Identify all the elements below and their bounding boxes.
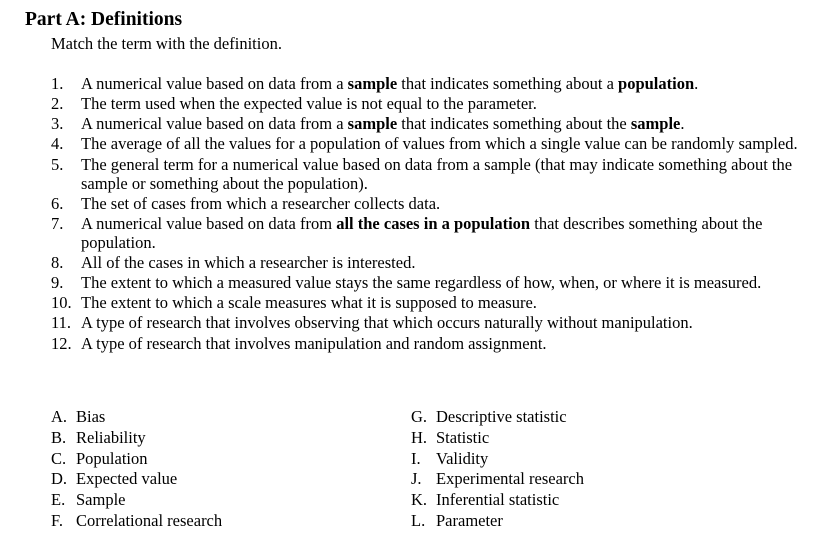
definition-number: 4. (51, 134, 64, 154)
term-letter: A. (51, 407, 68, 426)
emphasized-term: sample (347, 114, 398, 134)
term-option (411, 449, 584, 470)
emphasized-term: all the cases in a population (336, 213, 531, 233)
term-letter: L. (411, 510, 426, 530)
term-label: Parameter (436, 510, 503, 530)
definition-fragment: The extent to which a scale measures what it is supposed to measure. (81, 293, 537, 313)
definition-fragment: A numerical value based on data from a (81, 114, 348, 134)
definition-item (51, 94, 831, 113)
definition-text (81, 313, 831, 332)
definition-fragment: The general term for a numerical value based on data from a sample (that may indicate something about the sample or something about the population). (81, 154, 793, 193)
definitions-list (51, 74, 831, 354)
emphasized-term: population (618, 74, 695, 93)
definition-number: 7. (51, 213, 64, 233)
term-option (411, 469, 584, 490)
emphasized-term: sample (347, 74, 398, 93)
section-heading: Part A: Definitions (25, 9, 183, 30)
definition-item (51, 134, 831, 153)
definition-text (81, 273, 831, 292)
term-label: Sample (76, 490, 126, 510)
term-letter: B. (51, 427, 67, 447)
definition-fragment: . (694, 74, 699, 93)
definition-item (51, 155, 831, 193)
term-label: Inferential statistic (436, 490, 560, 510)
term-letter: G. (411, 407, 428, 426)
definition-text (81, 114, 831, 133)
term-letter: H. (411, 427, 428, 447)
definition-number: 6. (51, 193, 64, 213)
term-letter: E. (51, 490, 66, 510)
definition-item (51, 273, 831, 292)
definition-text (81, 94, 831, 113)
term-label: Statistic (436, 427, 490, 447)
term-letter: F. (51, 510, 63, 530)
emphasized-term: sample (630, 114, 681, 134)
definition-fragment: A type of research that involves observing that which occurs naturally without manipulation. (81, 313, 693, 333)
definition-item (51, 114, 831, 133)
definition-number: 2. (51, 94, 64, 114)
term-option (51, 428, 222, 449)
term-label: Expected value (76, 469, 178, 489)
term-label: Experimental research (436, 469, 584, 489)
definition-fragment: . (680, 114, 685, 134)
term-letter: I. (411, 448, 421, 468)
definition-fragment: The set of cases from which a researcher collects data. (81, 193, 441, 213)
term-letter: J. (411, 469, 422, 489)
term-option (51, 490, 222, 511)
definition-number: 8. (51, 252, 64, 272)
definition-item (51, 253, 831, 272)
term-letter: C. (51, 448, 67, 468)
definition-number: 12. (51, 333, 72, 353)
definition-fragment: A type of research that involves manipulation and random assignment. (81, 333, 547, 353)
term-letter: D. (51, 469, 68, 489)
definition-text (81, 293, 831, 312)
definition-text (81, 74, 831, 93)
definition-item (51, 313, 831, 332)
term-option (51, 449, 222, 470)
definition-fragment: The extent to which a measured value stays the same regardless of how, when, or where it is measured. (81, 273, 762, 293)
definition-text (81, 155, 831, 193)
definition-item (51, 194, 831, 213)
definition-number: 9. (51, 273, 64, 293)
definition-fragment: that indicates something about a (397, 74, 619, 93)
term-option (51, 407, 222, 428)
definition-fragment: that indicates something about the (397, 114, 631, 134)
term-label: Validity (436, 448, 489, 468)
term-letter: K. (411, 490, 428, 510)
definition-text (81, 194, 831, 213)
definition-fragment: The term used when the expected value is not equal to the parameter. (81, 94, 537, 114)
definition-number: 5. (51, 154, 64, 174)
term-option (51, 511, 222, 532)
term-label: Bias (76, 407, 106, 426)
definition-fragment: A numerical value based on data from (81, 213, 337, 233)
definition-fragment: A numerical value based on data from a (81, 74, 348, 93)
definition-fragment: The average of all the values for a population of values from which a single value can be randomly sampled. (81, 134, 798, 154)
term-option (411, 511, 584, 532)
definition-item (51, 334, 831, 353)
term-option (411, 428, 584, 449)
terms-column-left (51, 407, 222, 532)
instructions-text: Match the term with the definition. (51, 34, 282, 53)
term-option (51, 469, 222, 490)
definition-number: 1. (51, 74, 64, 93)
term-label: Descriptive statistic (436, 407, 567, 426)
definition-item (51, 214, 831, 252)
term-label: Correlational research (76, 510, 223, 530)
definition-fragment: All of the cases in which a researcher is interested. (81, 252, 416, 272)
definition-number: 11. (51, 313, 72, 333)
term-option (411, 490, 584, 511)
definition-text (81, 334, 831, 353)
definition-text (81, 134, 831, 153)
definition-text (81, 214, 831, 252)
terms-column-right (411, 407, 584, 532)
definition-number: 3. (51, 114, 64, 134)
definition-number: 10. (51, 293, 72, 313)
term-option (411, 407, 584, 428)
definition-item (51, 293, 831, 312)
definition-text (81, 253, 831, 272)
definition-item (51, 74, 831, 93)
term-label: Reliability (76, 427, 146, 447)
definition-fragment: that describes something about the population. (81, 213, 763, 252)
term-label: Population (76, 448, 148, 468)
